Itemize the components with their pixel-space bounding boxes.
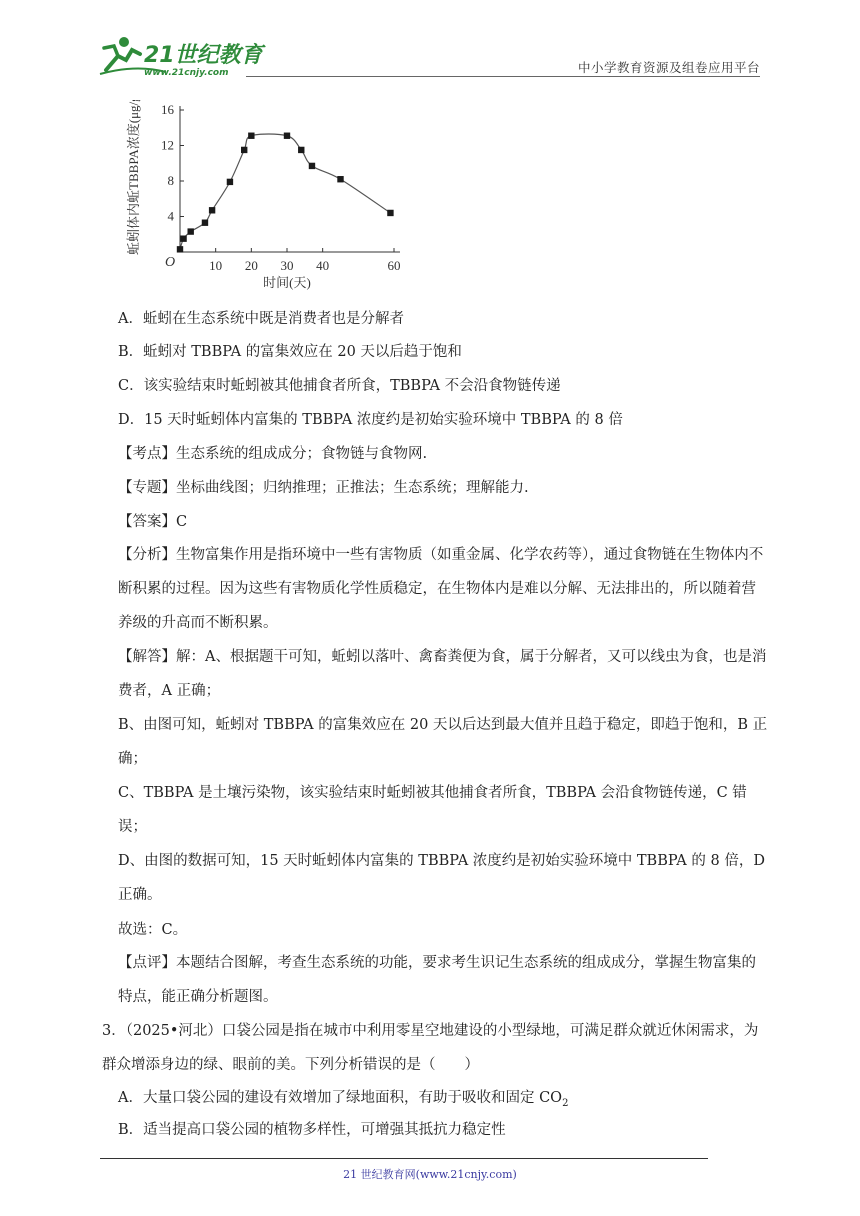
question-3-option-b: B．适当提高口袋公园的植物多样性，可增强其抵抗力稳定性: [118, 1122, 506, 1138]
logo-url-text: www.21cnjy.com: [144, 68, 229, 78]
origin-label: O: [164, 255, 176, 270]
logo-main-text: 21世纪教育: [144, 43, 263, 68]
option-c: C．该实验结束时蚯蚓被其他捕食者所食，TBBPA 不会沿食物链传递: [118, 378, 561, 394]
page-header: [96, 28, 760, 80]
chart-axes: [180, 106, 400, 252]
solution-a: 【解答】解：A、根据题干可知，蚯蚓以落叶、禽畜粪便为食，属于分解者，又可以线虫为食，也是消费者，A 正确；: [118, 649, 767, 699]
data-point: [337, 176, 343, 182]
comment: 【点评】本题结合图解，考查生态系统的功能，要求考生识记生态系统的组成成分，掌握生物富集的特点，能正确分析题图。: [118, 955, 756, 1005]
data-point: [227, 179, 233, 185]
data-point: [188, 228, 194, 234]
chart-ticks: [161, 102, 401, 273]
option-d: D．15 天时蚯蚓体内富集的 TBBPA 浓度约是初始实验环境中 TBBPA 的 8 倍: [118, 412, 623, 428]
option-b: B．蚯蚓对 TBBPA 的富集效应在 20 天以后趋于饱和: [118, 344, 462, 360]
data-point: [241, 147, 247, 153]
data-point: [387, 210, 393, 216]
data-point: [309, 163, 315, 169]
chart-svg: [110, 100, 420, 300]
solution-d: D、由图的数据可知，15 天时蚯蚓体内富集的 TBBPA 浓度约是初始实验环境中 TBBPA 的 8 倍，D 正确。: [118, 853, 765, 903]
y-tick-label: 8: [167, 173, 174, 188]
zhuanti: 【专题】坐标曲线图；归纳推理；正推法；生态系统；理解能力.: [118, 480, 529, 496]
footer-divider: [100, 1158, 708, 1159]
data-point: [298, 147, 304, 153]
series-line: [180, 134, 390, 249]
x-tick-label: 40: [316, 258, 330, 273]
solution-b: B、由图可知，蚯蚓对 TBBPA 的富集效应在 20 天以后达到最大值并且趋于稳定，即趋于饱和，B 正确；: [118, 717, 768, 767]
option-a-text: A．大量口袋公园的建设有效增加了绿地面积，有助于吸收和固定 CO: [118, 1090, 563, 1106]
question-3-stem: 3．（2025•河北）口袋公园是指在城市中利用零星空地建设的小型绿地，可满足群众就近休闲需求，为群众增添身边的绿、眼前的美。下列分析错误的是（ ）: [102, 1023, 759, 1073]
y-axis-label: 蚯蚓体内蚯TBBPA浓度(μg/g): [126, 100, 141, 255]
x-tick-label: 10: [209, 258, 223, 273]
tbbpa-chart: [110, 100, 420, 304]
data-point: [209, 207, 215, 213]
y-tick-label: 12: [161, 137, 174, 153]
data-point: [248, 133, 254, 139]
final-choice: 故选：C。: [118, 922, 188, 938]
solution-c: C、TBBPA 是土壤污染物，该实验结束时蚯蚓被其他捕食者所食，TBBPA 会沿食物链传递，C 错误；: [118, 785, 747, 835]
x-tick-label: 30: [280, 258, 294, 273]
runner-logo-icon: [96, 34, 266, 78]
data-point: [202, 220, 208, 226]
footer-text[interactable]: 21 世纪教育网(www.21cnjy.com): [343, 1168, 517, 1181]
kaodian: 【考点】生态系统的组成成分；食物链与食物网.: [118, 446, 428, 462]
co2-subscript: 2: [562, 1097, 569, 1109]
header-divider: [246, 76, 760, 77]
data-point: [180, 235, 186, 241]
analysis: 【分析】生物富集作用是指环境中一些有害物质（如重金属、化学农药等），通过食物链在生物体内不断积累的过程。因为这些有害物质化学性质稳定，在生物体内是难以分解、无法排出的，所以随着营养级的升高而不断积累。: [118, 547, 764, 631]
platform-name: 中小学教育资源及组卷应用平台: [577, 60, 760, 75]
question-3-option-a: [118, 1088, 568, 1114]
data-point: [177, 246, 183, 252]
answer: 【答案】C: [118, 514, 188, 530]
site-logo[interactable]: [96, 34, 266, 78]
option-a: A．蚯蚓在生态系统中既是消费者也是分解者: [118, 311, 404, 327]
x-axis-label: 时间(天): [263, 275, 311, 290]
data-point: [284, 133, 290, 139]
x-tick-label: 60: [387, 258, 401, 273]
y-tick-label: 16: [161, 102, 174, 117]
y-tick-label: 4: [167, 208, 174, 224]
x-tick-label: 20: [244, 258, 258, 273]
